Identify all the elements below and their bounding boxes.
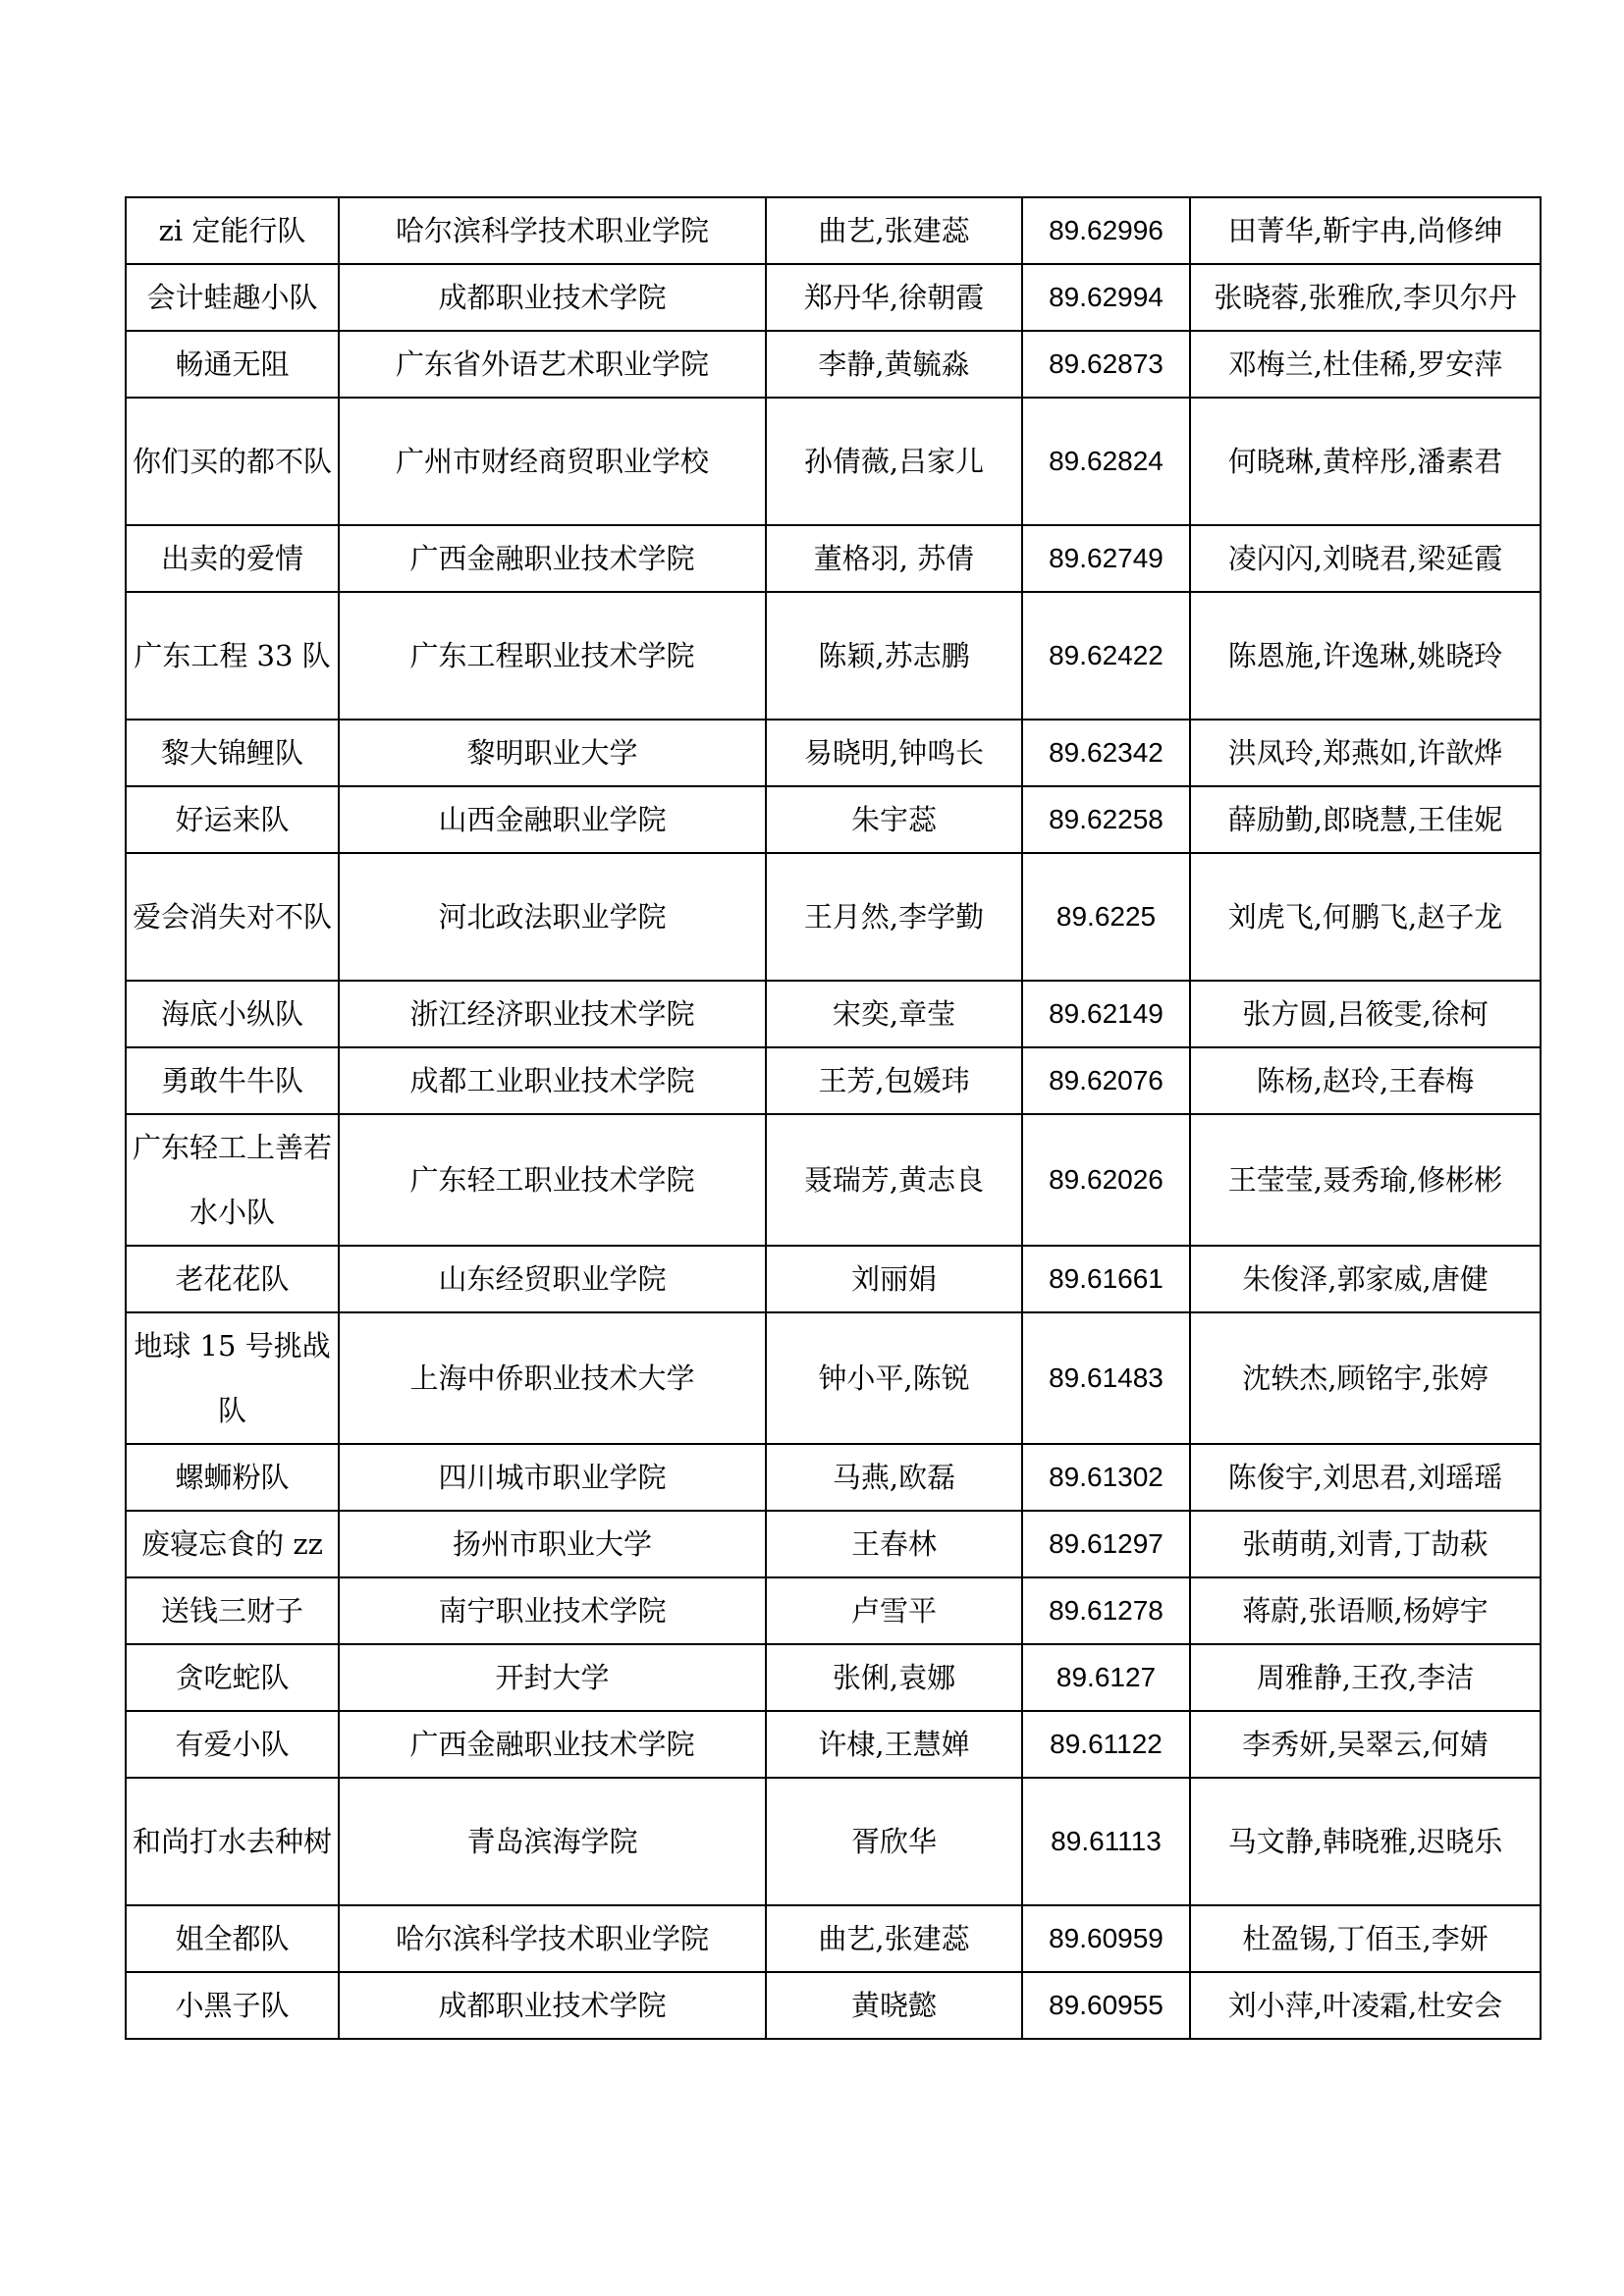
members-cell: 蒋蔚,张语顺,杨婷宇: [1190, 1577, 1541, 1644]
score-cell: 89.62749: [1022, 525, 1190, 592]
team-name-cell: 螺蛳粉队: [126, 1444, 339, 1511]
members-cell: 李秀妍,吴翠云,何婧: [1190, 1711, 1541, 1778]
table-row: [126, 398, 1541, 525]
advisors-cell: 董格羽, 苏倩: [766, 525, 1022, 592]
team-name-cell: 废寝忘食的 zz: [126, 1511, 339, 1577]
members-cell: 张晓蓉,张雅欣,李贝尔丹: [1190, 264, 1541, 331]
advisors-cell: 钟小平,陈锐: [766, 1312, 1022, 1444]
advisors-cell: 宋奕,章莹: [766, 981, 1022, 1047]
members-cell: 王莹莹,聂秀瑜,修彬彬: [1190, 1114, 1541, 1246]
advisors-cell: 孙倩薇,吕家儿: [766, 398, 1022, 525]
school-cell: 哈尔滨科学技术职业学院: [339, 1905, 766, 1972]
table-row: [126, 786, 1541, 853]
score-cell: 89.62149: [1022, 981, 1190, 1047]
team-name-cell: 好运来队: [126, 786, 339, 853]
table-row: [126, 525, 1541, 592]
table-row: [126, 592, 1541, 720]
table-row: [126, 1114, 1541, 1246]
school-cell: 开封大学: [339, 1644, 766, 1711]
table-row: [126, 1312, 1541, 1444]
advisors-cell: 卢雪平: [766, 1577, 1022, 1644]
table-row: [126, 1444, 1541, 1511]
school-cell: 广西金融职业技术学院: [339, 1711, 766, 1778]
members-cell: 陈俊宇,刘思君,刘瑶瑶: [1190, 1444, 1541, 1511]
members-cell: 朱俊泽,郭家威,唐健: [1190, 1246, 1541, 1312]
table-row: [126, 1511, 1541, 1577]
table-row: [126, 264, 1541, 331]
team-name-cell: 有爱小队: [126, 1711, 339, 1778]
table-row: [126, 981, 1541, 1047]
advisors-cell: 黄晓懿: [766, 1972, 1022, 2039]
score-cell: 89.62342: [1022, 720, 1190, 786]
score-cell: 89.61113: [1022, 1778, 1190, 1905]
members-cell: 陈恩施,许逸琳,姚晓玲: [1190, 592, 1541, 720]
team-name-cell: 广东工程 33 队: [126, 592, 339, 720]
score-cell: 89.62824: [1022, 398, 1190, 525]
members-cell: 刘小萍,叶凌霜,杜安会: [1190, 1972, 1541, 2039]
advisors-cell: 陈颖,苏志鹏: [766, 592, 1022, 720]
members-cell: 张方圆,吕筱雯,徐柯: [1190, 981, 1541, 1047]
team-name-cell: 会计蛙趣小队: [126, 264, 339, 331]
table-row: [126, 1246, 1541, 1312]
members-cell: 张萌萌,刘青,丁劼萩: [1190, 1511, 1541, 1577]
advisors-cell: 王月然,李学勤: [766, 853, 1022, 981]
team-name-cell: 勇敢牛牛队: [126, 1047, 339, 1114]
school-cell: 浙江经济职业技术学院: [339, 981, 766, 1047]
members-cell: 何晓琳,黄梓彤,潘素君: [1190, 398, 1541, 525]
advisors-cell: 王芳,包媛玮: [766, 1047, 1022, 1114]
score-cell: 89.6127: [1022, 1644, 1190, 1711]
team-name-cell: zi 定能行队: [126, 197, 339, 264]
team-name-cell: 地球 15 号挑战队: [126, 1312, 339, 1444]
table-row: [126, 1905, 1541, 1972]
results-table: [125, 196, 1542, 2040]
school-cell: 广东轻工职业技术学院: [339, 1114, 766, 1246]
score-cell: 89.62996: [1022, 197, 1190, 264]
school-cell: 河北政法职业学院: [339, 853, 766, 981]
school-cell: 上海中侨职业技术大学: [339, 1312, 766, 1444]
school-cell: 广东省外语艺术职业学院: [339, 331, 766, 398]
members-cell: 田菁华,靳宇冉,尚修绅: [1190, 197, 1541, 264]
score-cell: 89.62258: [1022, 786, 1190, 853]
advisors-cell: 刘丽娟: [766, 1246, 1022, 1312]
team-name-cell: 畅通无阻: [126, 331, 339, 398]
members-cell: 邓梅兰,杜佳稀,罗安萍: [1190, 331, 1541, 398]
school-cell: 四川城市职业学院: [339, 1444, 766, 1511]
members-cell: 凌闪闪,刘晓君,梁延霞: [1190, 525, 1541, 592]
advisors-cell: 许棣,王慧婵: [766, 1711, 1022, 1778]
members-cell: 洪凤玲,郑燕如,许歆烨: [1190, 720, 1541, 786]
table-row: [126, 197, 1541, 264]
school-cell: 广东工程职业技术学院: [339, 592, 766, 720]
advisors-cell: 朱宇蕊: [766, 786, 1022, 853]
score-cell: 89.61278: [1022, 1577, 1190, 1644]
table-row: [126, 1577, 1541, 1644]
score-cell: 89.62026: [1022, 1114, 1190, 1246]
school-cell: 成都职业技术学院: [339, 1972, 766, 2039]
school-cell: 黎明职业大学: [339, 720, 766, 786]
team-name-cell: 送钱三财子: [126, 1577, 339, 1644]
score-cell: 89.60959: [1022, 1905, 1190, 1972]
school-cell: 南宁职业技术学院: [339, 1577, 766, 1644]
score-cell: 89.61297: [1022, 1511, 1190, 1577]
advisors-cell: 马燕,欧磊: [766, 1444, 1022, 1511]
advisors-cell: 张俐,袁娜: [766, 1644, 1022, 1711]
team-name-cell: 和尚打水去种树: [126, 1778, 339, 1905]
team-name-cell: 你们买的都不队: [126, 398, 339, 525]
school-cell: 哈尔滨科学技术职业学院: [339, 197, 766, 264]
team-name-cell: 海底小纵队: [126, 981, 339, 1047]
score-cell: 89.62994: [1022, 264, 1190, 331]
score-cell: 89.62076: [1022, 1047, 1190, 1114]
school-cell: 广西金融职业技术学院: [339, 525, 766, 592]
school-cell: 青岛滨海学院: [339, 1778, 766, 1905]
results-table-body: [126, 197, 1541, 2039]
school-cell: 扬州市职业大学: [339, 1511, 766, 1577]
score-cell: 89.6225: [1022, 853, 1190, 981]
advisors-cell: 郑丹华,徐朝霞: [766, 264, 1022, 331]
score-cell: 89.60955: [1022, 1972, 1190, 2039]
school-cell: 山东经贸职业学院: [339, 1246, 766, 1312]
team-name-cell: 姐全都队: [126, 1905, 339, 1972]
advisors-cell: 胥欣华: [766, 1778, 1022, 1905]
team-name-cell: 广东轻工上善若水小队: [126, 1114, 339, 1246]
table-row: [126, 720, 1541, 786]
advisors-cell: 王春林: [766, 1511, 1022, 1577]
members-cell: 沈轶杰,顾铭宇,张婷: [1190, 1312, 1541, 1444]
table-row: [126, 1047, 1541, 1114]
members-cell: 刘虎飞,何鹏飞,赵子龙: [1190, 853, 1541, 981]
team-name-cell: 出卖的爱情: [126, 525, 339, 592]
score-cell: 89.62873: [1022, 331, 1190, 398]
score-cell: 89.61302: [1022, 1444, 1190, 1511]
school-cell: 山西金融职业学院: [339, 786, 766, 853]
school-cell: 成都职业技术学院: [339, 264, 766, 331]
table-row: [126, 853, 1541, 981]
table-row: [126, 1711, 1541, 1778]
members-cell: 陈杨,赵玲,王春梅: [1190, 1047, 1541, 1114]
members-cell: 薛励勤,郎晓慧,王佳妮: [1190, 786, 1541, 853]
score-cell: 89.62422: [1022, 592, 1190, 720]
advisors-cell: 易晓明,钟鸣长: [766, 720, 1022, 786]
school-cell: 广州市财经商贸职业学校: [339, 398, 766, 525]
advisors-cell: 聂瑞芳,黄志良: [766, 1114, 1022, 1246]
score-cell: 89.61483: [1022, 1312, 1190, 1444]
members-cell: 杜盈锡,丁佰玉,李妍: [1190, 1905, 1541, 1972]
team-name-cell: 爱会消失对不队: [126, 853, 339, 981]
team-name-cell: 贪吃蛇队: [126, 1644, 339, 1711]
score-cell: 89.61661: [1022, 1246, 1190, 1312]
members-cell: 马文静,韩晓雅,迟晓乐: [1190, 1778, 1541, 1905]
table-row: [126, 1644, 1541, 1711]
score-cell: 89.61122: [1022, 1711, 1190, 1778]
table-row: [126, 1972, 1541, 2039]
table-row: [126, 1778, 1541, 1905]
advisors-cell: 曲艺,张建蕊: [766, 1905, 1022, 1972]
members-cell: 周雅静,王孜,李洁: [1190, 1644, 1541, 1711]
team-name-cell: 黎大锦鲤队: [126, 720, 339, 786]
team-name-cell: 小黑子队: [126, 1972, 339, 2039]
team-name-cell: 老花花队: [126, 1246, 339, 1312]
advisors-cell: 曲艺,张建蕊: [766, 197, 1022, 264]
advisors-cell: 李静,黄毓淼: [766, 331, 1022, 398]
table-row: [126, 331, 1541, 398]
school-cell: 成都工业职业技术学院: [339, 1047, 766, 1114]
